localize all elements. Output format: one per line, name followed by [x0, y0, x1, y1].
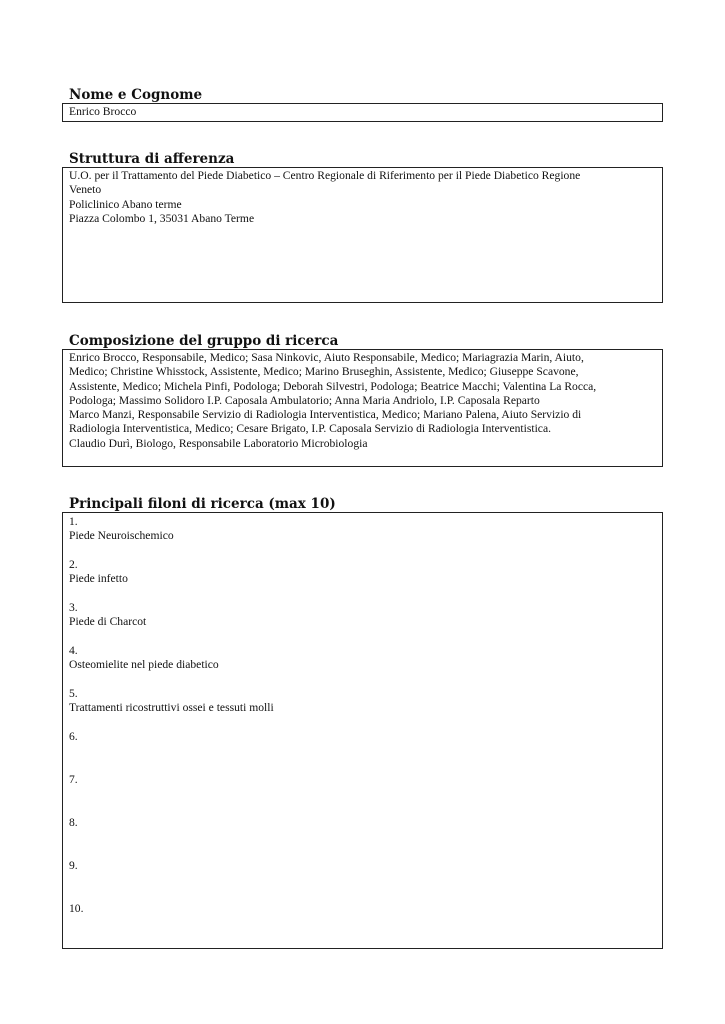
- list-item: [69, 773, 656, 816]
- item-number: 2.: [69, 558, 78, 571]
- filoni-field[interactable]: [62, 512, 663, 949]
- item-text: Piede di Charcot: [69, 615, 147, 629]
- list-item: [69, 902, 656, 945]
- struttura-line: Policlinico Abano terme: [69, 197, 182, 211]
- item-text: Trattamenti ricostruttivi ossei e tessuti molli: [69, 701, 274, 715]
- item-number: 10.: [69, 902, 84, 915]
- gruppo-heading: Composizione del gruppo di ricerca: [69, 333, 339, 349]
- list-item: [69, 859, 656, 902]
- gruppo-line: Radiologia Interventistica, Medico; Cesare Brigato, I.P. Caposala Servizio di Radiologia Interventistica.: [69, 422, 551, 436]
- item-number: 9.: [69, 859, 78, 872]
- list-item: [69, 730, 656, 773]
- filoni-section: [62, 496, 663, 949]
- item-number: 3.: [69, 601, 78, 614]
- gruppo-line: Medico; Christine Whisstock, Assistente, Medico; Marino Bruseghin, Assistente, Medico; Giuseppe Scavone,: [69, 365, 579, 379]
- item-number: 5.: [69, 687, 78, 700]
- nome-field[interactable]: [62, 103, 663, 122]
- list-item: [69, 558, 656, 601]
- gruppo-section: [62, 333, 663, 467]
- nome-heading: Nome e Cognome: [69, 87, 203, 103]
- struttura-line: U.O. per il Trattamento del Piede Diabetico – Centro Regionale di Riferimento per il Piede Diabetico Regione: [69, 169, 581, 182]
- item-text: Osteomielite nel piede diabetico: [69, 658, 219, 672]
- nome-section: [62, 87, 663, 122]
- gruppo-line: Enrico Brocco, Responsabile, Medico; Sasa Ninkovic, Aiuto Responsabile, Medico; Mariagrazia Marin, Aiuto,: [69, 351, 584, 364]
- item-number: 6.: [69, 730, 78, 743]
- item-number: 1.: [69, 515, 78, 528]
- struttura-field[interactable]: [62, 167, 663, 303]
- item-number: 7.: [69, 773, 78, 786]
- list-item: [69, 687, 656, 730]
- gruppo-line: Assistente, Medico; Michela Pinfi, Podologa; Deborah Silvestri, Podologa; Beatrice Macchi; Valentina La Rocca,: [69, 379, 597, 393]
- item-text: Piede infetto: [69, 572, 128, 586]
- struttura-section: [62, 151, 663, 303]
- nome-value: Enrico Brocco: [69, 105, 137, 118]
- item-number: 8.: [69, 816, 78, 829]
- item-text: Piede Neuroischemico: [69, 529, 174, 543]
- gruppo-field[interactable]: [62, 349, 663, 467]
- struttura-line: Veneto: [69, 183, 102, 197]
- gruppo-line: Claudio Durì, Biologo, Responsabile Laboratorio Microbiologia: [69, 436, 368, 450]
- gruppo-line: Podologa; Massimo Solidoro I.P. Caposala Ambulatorio; Anna Maria Andriolo, I.P. Caposala Reparto: [69, 393, 540, 407]
- list-item: [69, 515, 656, 558]
- list-item: [69, 644, 656, 687]
- filoni-heading: Principali filoni di ricerca (max 10): [69, 496, 336, 512]
- struttura-heading: Struttura di afferenza: [69, 151, 235, 167]
- list-item: [69, 816, 656, 859]
- gruppo-line: Marco Manzi, Responsabile Servizio di Radiologia Interventistica, Medico; Mariano Palena, Aiuto Servizio di: [69, 408, 582, 422]
- list-item: [69, 601, 656, 644]
- item-number: 4.: [69, 644, 78, 657]
- struttura-line: Piazza Colombo 1, 35031 Abano Terme: [69, 211, 255, 225]
